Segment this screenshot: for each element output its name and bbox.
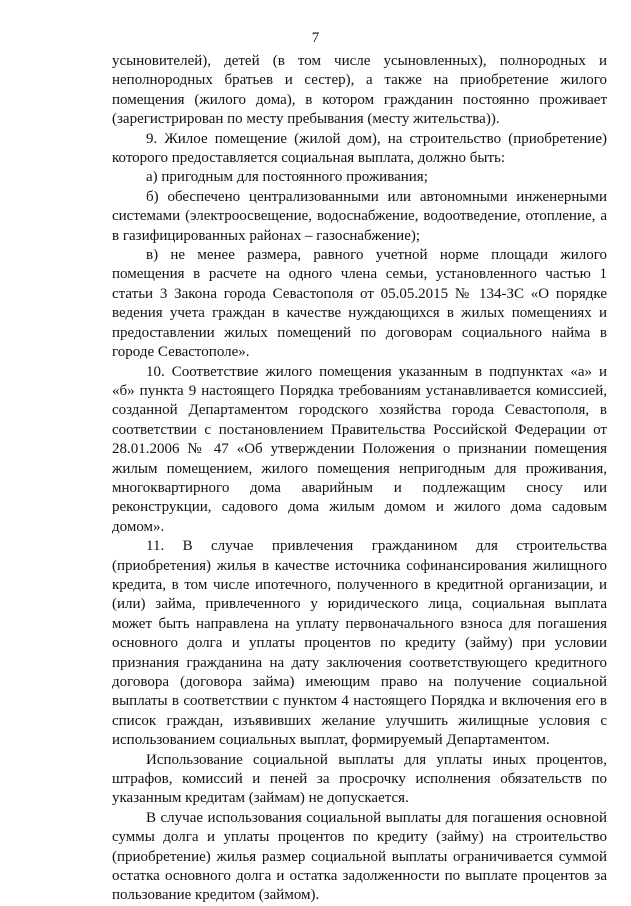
paragraph-clause-10: 10. Соответствие жилого помещения указанным в подпунктах «а» и «б» пункта 9 настоящего Порядка требованиям устанавливается комиссией, созданной Департаментом городского хозяйства города Севастополя, в соответствии с постановлением Правительства Российской Федерации от 28.01.2006 № 47 «Об утверждении Положения о признании помещения жилым помещением, жилого помещения непригодным для проживания, многоквартирного дома аварийным и подлежащим сносу или реконструкции, садового дома жилым домом и жилого дома садовым домом». <box>112 363 607 535</box>
paragraph-clause-9b: б) обеспечено централизованными или автономными инженерными системами (электроосвещение, водоснабжение, водоотведение, отопление, а в газифицированных районах – газоснабжение); <box>112 188 607 244</box>
page-number: 7 <box>311 30 320 46</box>
paragraph-clause-11: 11. В случае привлечения гражданином для строительства (приобретения) жилья в качестве источника софинансирования жилищного кредита, в том числе ипотечного, полученного в кредитной организации, и (или) займа, привлеченного у юридического лица, социальная выплата может быть направлена на уплату первоначального взноса для погашения основного долга и уплаты процентов по кредиту (займу) при условии признания гражданина на дату заключения соответствующего кредитного договора (договора займа) имеющим право на получение социальной выплаты в соответствии с пунктом 4 настоящего Порядка и включения его в список граждан, изъявивших желание улучшить жилищные условия с использованием социальных выплат, формируемый Департаментом. <box>112 538 607 749</box>
paragraph-clause-9: 9. Жилое помещение (жилой дом), на строительство (приобретение) которого предоставляется социальная выплата, должно быть: <box>112 130 607 167</box>
paragraph-clause-9a: а) пригодным для постоянного проживания; <box>146 169 428 186</box>
document-body <box>112 52 607 906</box>
paragraph-clause-11-other-payments: Использование социальной выплаты для уплаты иных процентов, штрафов, комиссий и пеней за просрочку исполнения обязательств по указанным кредитам (займам) не допускается. <box>112 751 607 807</box>
paragraph-continuation: усыновителей), детей (в том числе усыновленных), полнородных и неполнородных братьев и сестер), а также на приобретение жилого помещения (жилого дома), в котором гражданин постоянно проживает (зарегистрирован по месту пребывания (месту жительства)). <box>112 53 607 128</box>
paragraph-clause-11-limit: В случае использования социальной выплаты для погашения основной суммы долга и уплаты процентов по кредиту (займу) на строительство (приобретение) жилья размер социальной выплаты ограничивается суммой остатка основного долга и остатка задолженности по выплате процентов за пользование кредитом (займом). <box>112 809 607 904</box>
paragraph-clause-9v: в) не менее размера, равного учетной норме площади жилого помещения в расчете на одного члена семьи, установленного частью 1 статьи 3 Закона города Севастополя от 05.05.2015 № 134-ЗС «О порядке ведения учета граждан в качестве нуждающихся в жилых помещениях и предоставлении жилых помещений по договорам социального найма в городе Севастополе». <box>112 247 607 361</box>
